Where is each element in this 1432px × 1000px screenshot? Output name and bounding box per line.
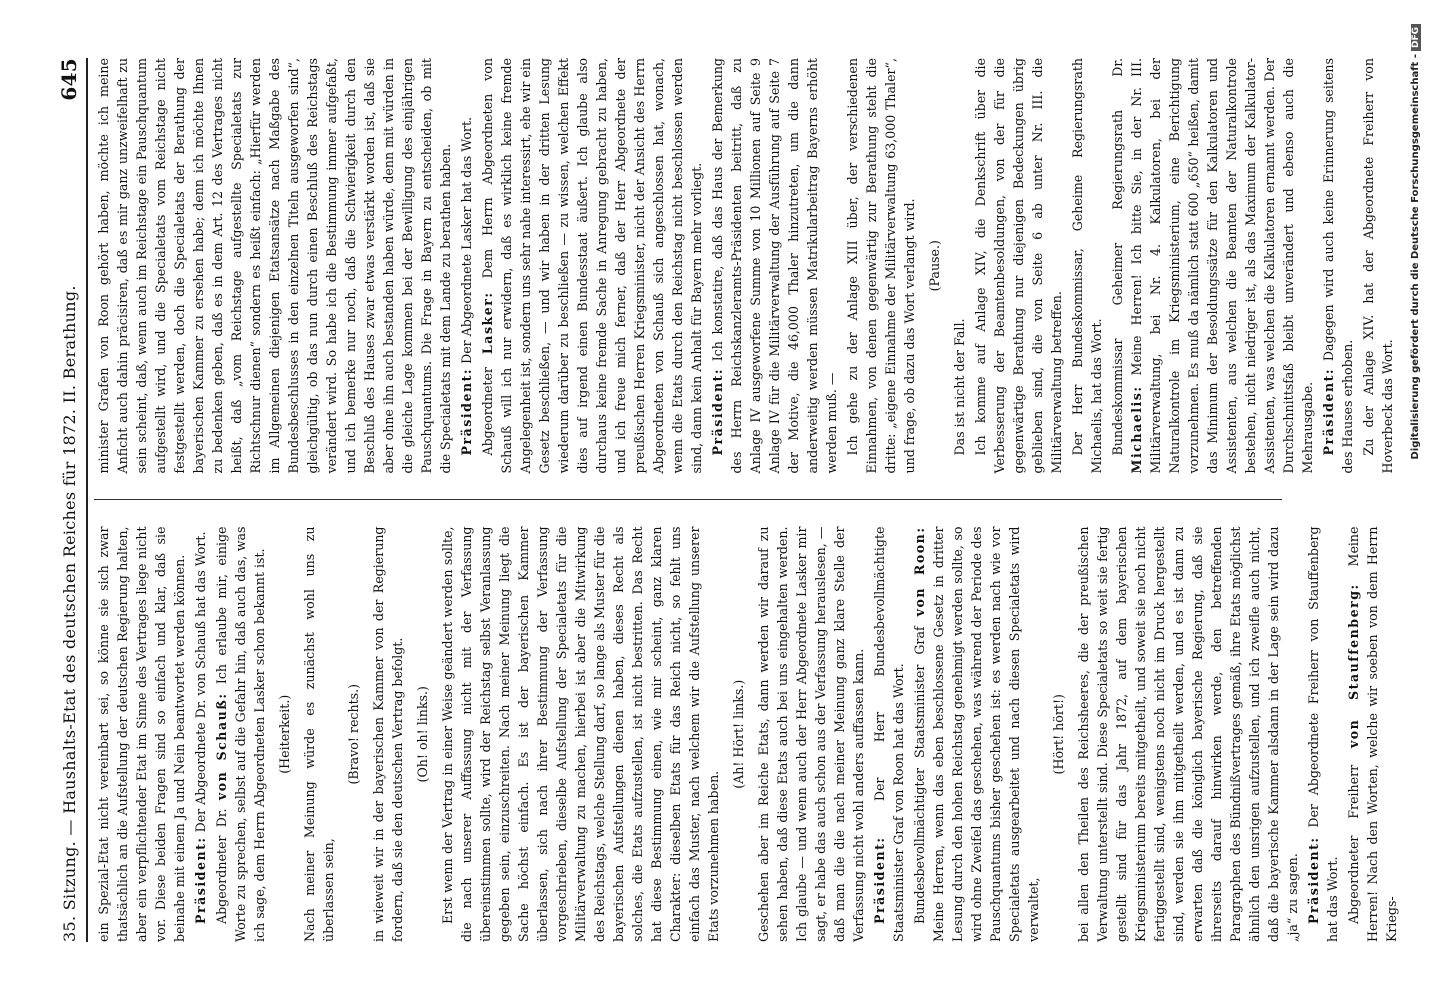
speaker-paragraph bbox=[1304, 527, 1342, 943]
speaker-paragraph bbox=[708, 58, 841, 474]
right-column bbox=[94, 58, 1395, 474]
speaker-title: Abgeordneter Freiherr bbox=[1346, 764, 1361, 924]
speaker-paragraph bbox=[212, 527, 269, 943]
digitization-credit bbox=[1410, 24, 1421, 460]
speaker-title: Bundeskommissar Geheimer Regierungsrath Dr. bbox=[1110, 58, 1125, 456]
speaker-paragraph bbox=[910, 527, 1043, 943]
interjection: (Pause.) bbox=[927, 240, 942, 292]
interjection: (Oh! oh! links.) bbox=[415, 686, 430, 783]
left-column bbox=[94, 526, 1399, 943]
paragraph: in wieweit wir in der bayerischen Kammer von der Regierung fordern, daß sie den deutschen Vertrag befolgt. bbox=[371, 526, 405, 942]
paragraph-text: Der Abgeordnete Dr. von Schauß hat das Wort. bbox=[193, 531, 208, 833]
speaker-name: von Schauß: bbox=[214, 692, 229, 801]
paragraph-text: Meine Herren! Ich bitte Sie, in der Nr. III. Militärverwaltung, bei Nr. 4. Kalkulatoren, bei der Naturalkontrole im Kriegsministerium, eine Berichtigung vorzunehmen. Es muß da nämlich statt 600 „650“ heißen, damit das Minimum der Besoldungssätze für den Kalkulatoren und Assistenten, aus welchen die Beamten der Naturalkontrole bestehen, nicht niedriger ist, als das Maximum der Kalkulator-Assistenten, was welchen die Kalkulatoren ernannt werden. Der Durchschnittsfaß bleibt unverändert und ebenso auch die Mehrausgabe. bbox=[1129, 58, 1315, 474]
paragraph: Der Herr Bundeskommissar, Geheime Regierungsrath Michaelis, hat das Wort. bbox=[1070, 58, 1104, 474]
speaker-paragraph bbox=[870, 527, 908, 943]
interjection: (Hört! hört!) bbox=[1051, 694, 1066, 775]
paragraph: bei allen den Theilen des Reichsheeres, die der preußischen Verwaltung unterstellt sind. Diese Specialetats so weit sie fertig gestellt sind für das Jahr 1872, auf dem bayerischen Kriegsministerium bereits mitgetheilt, und soweit sie noch nicht fertiggestellt sind, wenigstens noch nicht im Druck hergestellt sind, werden sie ihm mitgetheilt werden, und es ist dann zu erwarten daß die königlich bayerische Regierung, daß sie ihrerseits darauf hinwirken werde, den betreffenden Paragraphen des Bündnißvertrages gemäß, ihre Etats möglichst ähnlich den unsrigen aufzustellen, und ich zweifle auch nicht, daß die bayerische Kammer alsdann in der Lage sein wird dazu „ja“ zu sagen. bbox=[1076, 526, 1300, 942]
speaker-name: Präsident: bbox=[872, 836, 887, 924]
interjection: (Ah! Hört! links.) bbox=[731, 679, 746, 789]
paragraph-text: Der Abgeordnete Lasker hat das Wort. bbox=[459, 116, 474, 364]
paragraph-text: Ich konstatire, daß das Haus der Bemerkung des Herrn Reichskanzleramts-Präsidenten beitritt, daß zu Anlage IV ausgeworfene Summe von 10 Millionen auf Seite 9 Anlage IV für die Militärverwaltung der Ausführung auf Seite 7 der Motive, die 46,000 Thaler hinzutreten, um die dann anderweitig werden müssen Matrikularbeitrag Bayerns erhöht werden muß. — bbox=[710, 58, 839, 474]
paragraph-text: Meine Herren! Nach den Worten, welche wir soeben von dem Herrn Kriegs- bbox=[1346, 526, 1399, 942]
paragraph: Geschehen aber im Reiche Etats, dann werden wir darauf zu sehen haben, daß diese Etats auch bei uns eingehalten werden. Ich glaube — und wenn auch der Herr Abgeordnete Lasker mir sagt, er habe das auch schon aus der Verfassung herauslesen, — daß man die die nach meiner Meinung ganz klare Stelle der Verfassung nicht wohl anders auffassen kann. bbox=[756, 526, 866, 942]
paragraph: Ich gehe zu der Anlage XIII über, der verschiedenen Einnahmen, von denen gegenwärtig zur Berathung steht die dritte: „eigene Einnahme der Militärverwaltung 63,000 Thaler“, und frage, ob dazu das Wort verlangt wird. bbox=[845, 58, 917, 474]
speaker-name: von Roon: bbox=[912, 526, 927, 617]
speaker-paragraph bbox=[457, 58, 476, 474]
paragraph-text: Ich erlaube mir, einige Worte zu sprechen, selbst auf die Gefahr hin, daß auch das, was ich sage, dem Herrn Abgeordneten Lasker schon bekannt ist. bbox=[214, 526, 267, 942]
speaker-paragraph bbox=[478, 58, 706, 474]
page-number: 645 bbox=[57, 58, 81, 101]
speaker-paragraph bbox=[1344, 527, 1401, 943]
speaker-name: Präsident: bbox=[710, 367, 725, 456]
paragraph: Erst wenn der Vertrag in einer Weise geändert werden sollte, die nach unserer Auffassung nicht mit der Verfassung übereinstimmen sollte, wird der Reichstag selbst Veranlassung gegeben sein, einzuschreiten. Nach meiner Meinung liegt die Sache höchst einfach. Es ist der bayerischen Kammer überlassen, sich nach ihrer Bestimmung der Verfassung vorgeschrieben, dieselbe Aufstellung der Specialetats für die Militärverwaltung zu machen, hierbei ist aber die Mitwirkung des Reichstags, welche Stellung darf, so lange als Muster für die bayerischen Aufstellungen dienen haben, dieses Recht als solches, die Etats aufzustellen, ist nicht bestritten. Das Recht hat diese Bestimmung einen, wie mir scheint, ganz klaren Charakter: dieselben Etats für das Reich nicht, so fehlt uns einfach das Muster, nach welchem wir die Aufstellung unserer Etats vorzunehmen haben. bbox=[440, 526, 721, 942]
speaker-name: Präsident: bbox=[459, 367, 474, 456]
speaker-title: Abgeordneter Dr. bbox=[214, 808, 229, 924]
dfg-logo: DFG bbox=[1411, 24, 1421, 51]
speaker-name: Michaelis: bbox=[1129, 385, 1144, 474]
interjection: (Bravo! rechts.) bbox=[346, 683, 361, 785]
paragraph-text: Der Abgeordnete Freiherr von Stauffenberg hat das Wort. bbox=[1306, 526, 1340, 942]
paragraph: minister Grafen von Roon gehört haben, möchte ich meine Anficht auch dahin präcisiren, daß es mir ganz unzweifelhaft zu sein scheint, daß, wenn auch im Reichstage ein Pauschquantum aufgestellt wird, und die Specialetats vom Reichstage nicht festgestellt werden, doch die Specialetats der Berathung der bayerischen Kammer zu ersehen habe; denn ich möchte Ihnen zu bedenken geben, daß es in dem Art. 12 des Vertrages nicht heißt, daß „vom Reichstage aufgestellte Specialetats zur Richtschnur dienen“ sondern es heißt einfach: „Hierfür werden im Allgemeinen diejenigen Etatsansätze nach Maßgabe des Bundesbeschlusses in den einzelnen Titeln ausgeworfen sind“, gleichgültig, ob das nun durch einen Beschluß des Reichstags verändert wird. So habe ich die Bestimmung immer aufgefaßt, und ich bemerke nur noch, daß die Schwierigkeit durch den Beschluß des Hauses zwar etwas verstärkt worden ist, daß sie aber ohne ihn auch bestanden haben würde, denn mit würden in die gleiche Lage kommen bei der Bewilligung des einjährigen Pauschquantums. Die Frage in Bayern zu entscheiden, ob mit die Specialetats mit dem Lande zu berathen haben. bbox=[96, 58, 453, 474]
speaker-name: Präsident: bbox=[1306, 836, 1321, 924]
speaker-name: Lasker: bbox=[480, 291, 495, 355]
paragraph: Zu der Anlage XIV. hat der Abgeordnete Freiherr von Hoverbeck das Wort. bbox=[1361, 58, 1395, 474]
speaker-paragraph bbox=[191, 527, 210, 943]
speaker-paragraph bbox=[1108, 58, 1317, 474]
text-columns bbox=[94, 58, 1399, 942]
interjection: (Heiterkeit.) bbox=[277, 694, 292, 774]
page-header bbox=[52, 58, 88, 942]
speaker-title: Bundesbevollmächtigter Staatsminister Graf bbox=[912, 626, 927, 924]
running-head: 35. Sitzung. — Haushalts-Etat des deutschen Reiches für 1872. II. Berathung. bbox=[59, 285, 79, 942]
speaker-name: Präsident: bbox=[1321, 367, 1336, 456]
credit-text: Digitalisierung gefördert durch die Deutsche Forschungsgemeinschaft - bbox=[1410, 54, 1421, 460]
speaker-paragraph bbox=[1319, 58, 1357, 474]
paragraph: ein Spezial-Etat nicht vereinbart sei, so könne sie sich zwar thatsächlich an die Aufstellung der deutschen Regierung halten, aber ein verpflichtender Etat im Sinne des Vertrages liege nicht vor. Diese beiden Fragen sind so einfach und klar, daß sie beinahe mit einem Ja und Nein beantwortet werden können. bbox=[96, 526, 187, 942]
paragraph-text: Dagegen wird auch keine Erinnerung seitens des Hauses erhoben. bbox=[1321, 58, 1355, 474]
paragraph-text: Der Herr Bundesbevollmächtigte Staatsminister Graf von Roon hat das Wort. bbox=[872, 526, 906, 942]
paragraph: Das ist nicht der Fall. bbox=[952, 318, 967, 456]
paragraph-text: Meine Herren, wenn das eben beschlossene Gesetz in dritter Lesung durch den hohen Reichstag genehmigt werden sollte, so wird ohne Zweifel das geschehen, was während der Periode des Pauschquantums bisher geschehen ist: es werden nach wie vor Specialetats ausgearbeitet und nach diesen Specialetats wird verwaltet, bbox=[931, 526, 1041, 942]
column-divider bbox=[94, 500, 1282, 501]
speaker-title: Abgeordneter bbox=[480, 367, 495, 456]
speaker-name: Präsident: bbox=[193, 836, 208, 924]
paragraph: Nach meiner Meinung würde es zunächst wohl uns zu überlassen sein, bbox=[302, 526, 336, 942]
paragraph-text: Dem Herrn Abgeordneten von Schauß will ich nur erwidern, daß es wirklich keine fremde Angelegenheit ist, sondern uns sehr nahe interessirt, ehe wir ein Gesetz beschließen, — und wir haben in der dritten Lesung wiederum darüber zu beschließen — zu wissen, welchen Effekt dies auf irgend einen Bundesstaat äußert. Ich glaube also durchaus keine fremde Sache in Anregung gebracht zu haben, und ich freue mich ferner, daß der Herr Abgeordnete der preußischen Herren Kriegsminister, nicht der Ansicht des Herrn Abgeordneten von Schauß sich angeschlossen hat, wonach, wenn die Etats durch den Reichstag nicht beschlossen werden sind, dann kein Anhalt für Bayern mehr vorliegt. bbox=[480, 58, 704, 474]
paragraph: Ich komme auf Anlage XIV, die Denkschrift über die Verbesserung der Beamtenbesoldungen, von der für die gegenwärtige Berathung nur diejenigen Bedeckungen übrig geblieben sind, die von Seite 6 ab unter Nr. III. die Militärverwaltung betreffen. bbox=[973, 58, 1064, 474]
speaker-name: von Stauffenberg: bbox=[1346, 583, 1361, 749]
